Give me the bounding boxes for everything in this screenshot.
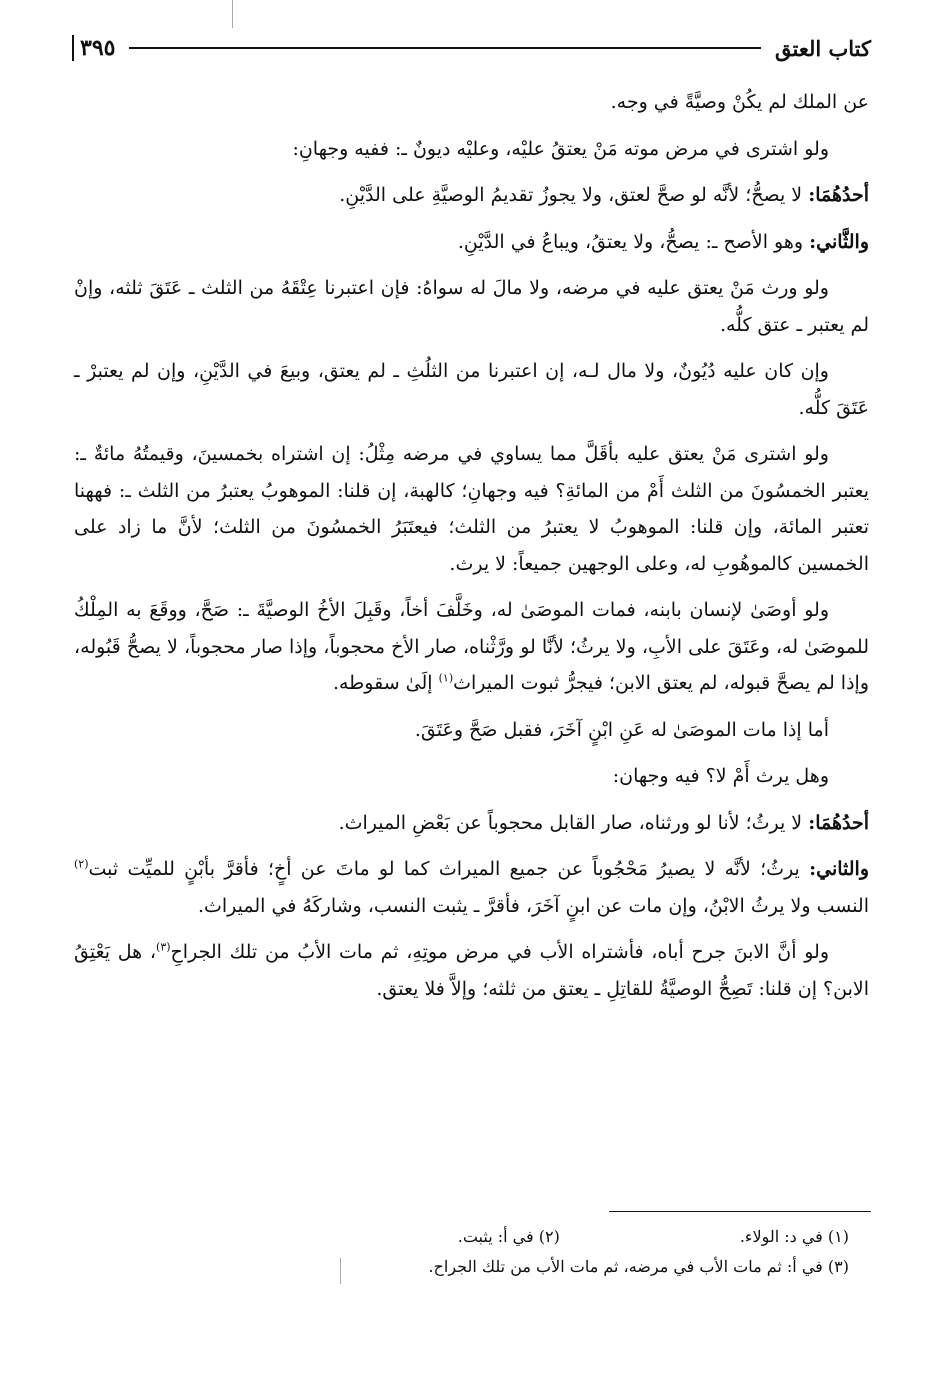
footnote: (١) في د: الولاء. <box>739 1227 849 1246</box>
page-number: ٣٩٥ <box>72 35 115 61</box>
scan-mark <box>232 0 233 28</box>
paragraph <box>74 592 869 702</box>
footnote-marker: (٢) <box>74 857 89 871</box>
paragraph <box>74 712 869 749</box>
paragraph-text: وإن كان عليه دُيُونٌ، ولا مال لـه، إن اعتبرنا من الثلُثِ ـ لم يعتق، وبيعَ في الدَّيْنِ، وإن لم يعتبرْ ـ عَتَقَ كلُّه. <box>74 360 869 419</box>
paragraph <box>74 84 869 121</box>
paragraph-text: إلَىٰ سقوطه. <box>332 672 439 694</box>
header-rule <box>129 47 761 49</box>
footnote-row <box>100 1222 849 1252</box>
paragraph-lead: أحدُهُمَا: <box>808 811 869 834</box>
paragraph <box>74 131 869 168</box>
paragraph-text: ولو ورث مَنْ يعتق عليه في مرضه، ولا مالَ له سواهُ: فإن اعتبرنا عِتْقَهُ من الثلث ـ عَتَقَ ثلثه، وإنْ لم يعتبر ـ عتق كلُّه. <box>74 277 869 336</box>
footnote-marker: (١) <box>438 671 454 685</box>
paragraph <box>74 436 869 582</box>
footnotes <box>100 1222 849 1282</box>
paragraph-lead: والثاني: <box>809 858 869 880</box>
paragraph-text: وهل يرث أَمْ لا؟ فيه وجهان: <box>612 765 829 787</box>
paragraph-text: ولو أوصَىٰ لإنسان بابنه، فمات الموصَىٰ له، وخَلَّفَ أخاً، وقَبِلَ الأخُ الوصيَّةَ ـ: صَحَّ، ووقَعَ به المِلْكُ للموصَىٰ له، وعَتَقَ على الأبِ، ولا يرثُ؛ لأنَّا لو ورَّثْناه، صار الأخ محجوباً، وإذا صار محجوباً، لا يصحُّ قَبُوله، وإذا لم يصحَّ قبوله، لم يعتق الابن؛ فيجرُّ ثبوت الميراث <box>74 599 869 694</box>
footnote: (٢) في أ: يثبت. <box>457 1227 560 1246</box>
paragraph <box>74 805 869 842</box>
footnote-separator <box>609 1211 871 1212</box>
footnote-row <box>100 1252 849 1282</box>
paragraph <box>74 758 869 795</box>
paragraph <box>74 851 869 924</box>
paragraph <box>74 353 869 426</box>
paragraph-lead: والثَّاني: <box>809 230 869 253</box>
paragraph <box>74 270 869 343</box>
paragraph-text: وهو الأصح ـ: يصحُّ، ولا يعتقُ، ويباعُ في الدَّيْنِ. <box>457 230 810 253</box>
paragraph-text: ولو اشترى مَنْ يعتق عليه بأقَلَّ مما يساوي في مرضه مِثْلُ: إن اشتراه بخمسينَ، وقيمتُهُ مائةٌ ـ: يعتبر الخمسُونَ من الثلث أَمْ من المائةِ؟ فيه وجهانِ؛ كالهبة، إن قلنا: الموهوبُ يعتبرُ من الثلث ـ: فههنا تعتبر المائة، وإن قلنا: الموهوبُ لا يعتبرُ من الثلث؛ فيعتَبَرُ الخمسُونَ من الثلث؛ لأنَّ ما زاد على الخمسين كالموهُوبِ له، وعلى الوجهين جميعاً: لا يرث. <box>74 443 869 575</box>
paragraph-text: لا يرثُ؛ لأنا لو ورثناه، صار القابل محجوباً عن بَعْضِ الميراث. <box>338 811 809 834</box>
paragraph-text: ولو أنَّ الابنَ جرح أباه، فأشتراه الأب في مرض موتِهِ، ثم مات الأبُ من تلك الجراحِ <box>170 941 829 963</box>
paragraph <box>74 224 869 261</box>
paragraph-text: ، هل يَعْتِقُ الابن؟ إن قلنا: تَصِحُّ الوصيَّةُ للقاتِلِ ـ يعتق من ثلثه؛ وإلاَّ فلا يعتق. <box>74 941 869 1000</box>
scan-mark <box>340 1258 341 1284</box>
footnote-marker: (٣) <box>156 940 171 954</box>
paragraph-text: يرثُ؛ لأنَّه لا يصيرُ مَحْجُوباً عن جميع الميراث كما لو ماتَ عن أخٍ؛ فأقرَّ بأبْنٍ للميِّت ثبت <box>88 858 810 880</box>
paragraph-text: عن الملك لم يكُنْ وصيَّةً في وجه. <box>610 91 869 113</box>
paragraph-text: النسب ولا يرثُ الابْنُ، وإن مات عن ابنٍ آخَرَ، فأقرَّ ـ يثبت النسب، وشاركَهُ في الميراث. <box>197 894 869 917</box>
paragraph <box>74 934 869 1007</box>
paragraph-lead: أحدُهُمَا: <box>808 184 869 206</box>
running-header <box>72 28 871 68</box>
paragraph-text: ولو اشترى في مرض موته مَنْ يعتقُ عليْه، وعليْه ديونٌ ـ: ففيه وجهانِ: <box>292 137 829 160</box>
paragraph-text: أما إذا مات الموصَىٰ له عَنِ ابْنٍ آخَرَ، فقبل صَحَّ وعَتَقَ. <box>414 718 829 741</box>
footnote: (٣) في أ: ثم مات الأب في مرضه، ثم مات الأب من تلك الجراح. <box>428 1257 849 1276</box>
paragraph-text: لا يصحُّ؛ لأنَّه لو صحَّ لعتق، ولا يجوزُ تقديمُ الوصيَّةِ على الدَّيْنِ. <box>339 184 809 206</box>
main-text <box>74 84 869 1017</box>
paragraph <box>74 177 869 214</box>
chapter-title: كتاب العتق <box>774 35 871 61</box>
